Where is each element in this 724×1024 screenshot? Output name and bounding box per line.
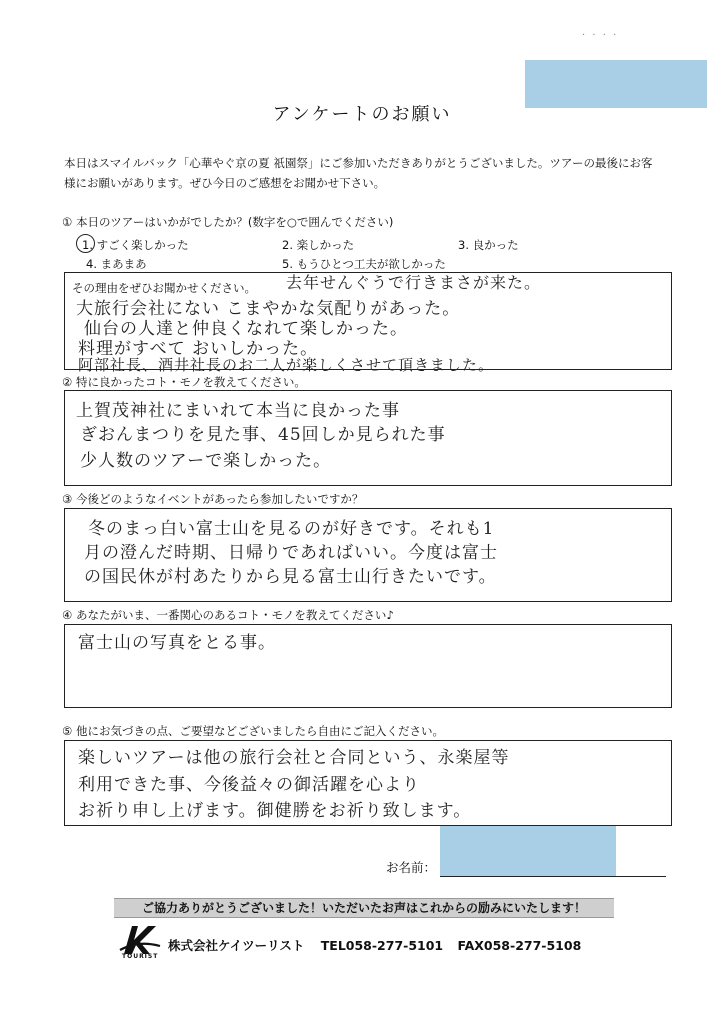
q3-answer-line-3: の国民休が村あたりから見る富士山行きたいです。 (84, 567, 497, 587)
q1-label: ① 本日のツアーはいかがでしたか？(数字を○で囲んでください) (62, 215, 394, 229)
name-label: お名前： (386, 860, 437, 875)
q1-answer-line-3: 仙台の人達と仲良くなれて楽しかった。 (84, 319, 408, 339)
q4-answer-line-1: 富士山の写真をとる事。 (78, 633, 276, 653)
q2-answer-line-2: ぎおんまつりを見た事、45回しか見られた事 (80, 425, 446, 445)
q1-option-2: 2. 楽しかった (282, 238, 355, 252)
q1-answer-line-4: 料理がすべて おいしかった。 (78, 339, 319, 359)
thanks-banner: ご協力ありがとうございました！いただいたお声はこれからの励みにいたします！ (114, 898, 614, 918)
q5-answer-line-2: 利用できた事、今後益々の御活躍を心より (78, 775, 420, 795)
q1-option-1: 1. すごく楽しかった (82, 238, 189, 252)
footer-contact (168, 936, 581, 954)
company-tel: TEL058-277-5101 (320, 938, 444, 953)
q1-reason-label: その理由をぜひお聞かせください。 (72, 281, 256, 295)
page-title: アンケートのお願い (272, 104, 452, 125)
intro-text: 本日はスマイルバック「心華やぐ京の夏 祇園祭」にご参加いただきありがとうございました。ツアーの最後にお客様にお願いがあります。ぜひ今日のご感想をお聞かせ下さい。 (64, 156, 653, 190)
q1-option-5: 5. もうひとつ工夫が欲しかった (282, 257, 446, 271)
company-name: 株式会社ケイツーリスト (168, 938, 305, 953)
redacted-name-box (440, 826, 616, 876)
q2-answer-line-1: 上賀茂神社にまいれて本当に良かった事 (76, 401, 400, 421)
q5-answer-line-1: 楽しいツアーは他の旅行会社と合同という、永楽屋等 (78, 748, 510, 768)
logo-text: TOURIST (122, 953, 159, 960)
corner-dots: · · · · (582, 30, 619, 41)
q1-option-4: 4. まあまあ (86, 257, 147, 271)
q1-answer-line-5: 阿部社長、酒井社長のお二人が楽しくさせて頂きました。 (78, 356, 495, 374)
q1-answer-line-1: 去年せんぐうで行きまさが来た。 (286, 273, 542, 292)
q4-label: ④ あなたがいま、一番関心のあるコト・モノを教えてください♪ (62, 608, 394, 622)
q5-answer-line-3: お祈り申し上げます。御健勝をお祈り致します。 (78, 801, 472, 821)
q3-answer-line-1: 冬のまっ白い富士山を見るのが好きです。それも1 (88, 519, 495, 539)
q2-answer-line-3: 少人数のツアーで楽しかった。 (80, 451, 332, 471)
q5-label: ⑤ 他にお気づきの点、ご要望などございましたら自由にご記入ください。 (62, 724, 444, 738)
company-logo (118, 920, 162, 962)
q1-option-3: 3. 良かった (458, 238, 519, 252)
company-fax: FAX058-277-5108 (457, 938, 582, 953)
name-underline (440, 876, 666, 877)
q3-label: ③ 今後どのようなイベントがあったら参加したいですか？ (62, 492, 364, 506)
q3-answer-line-2: 月の澄んだ時期、日帰りであればいい。今度は富士 (84, 543, 498, 563)
q2-label: ② 特に良かったコト・モノを教えてください。 (62, 375, 306, 389)
q1-answer-line-2: 大旅行会社にない こまやかな気配りがあった。 (76, 299, 461, 319)
